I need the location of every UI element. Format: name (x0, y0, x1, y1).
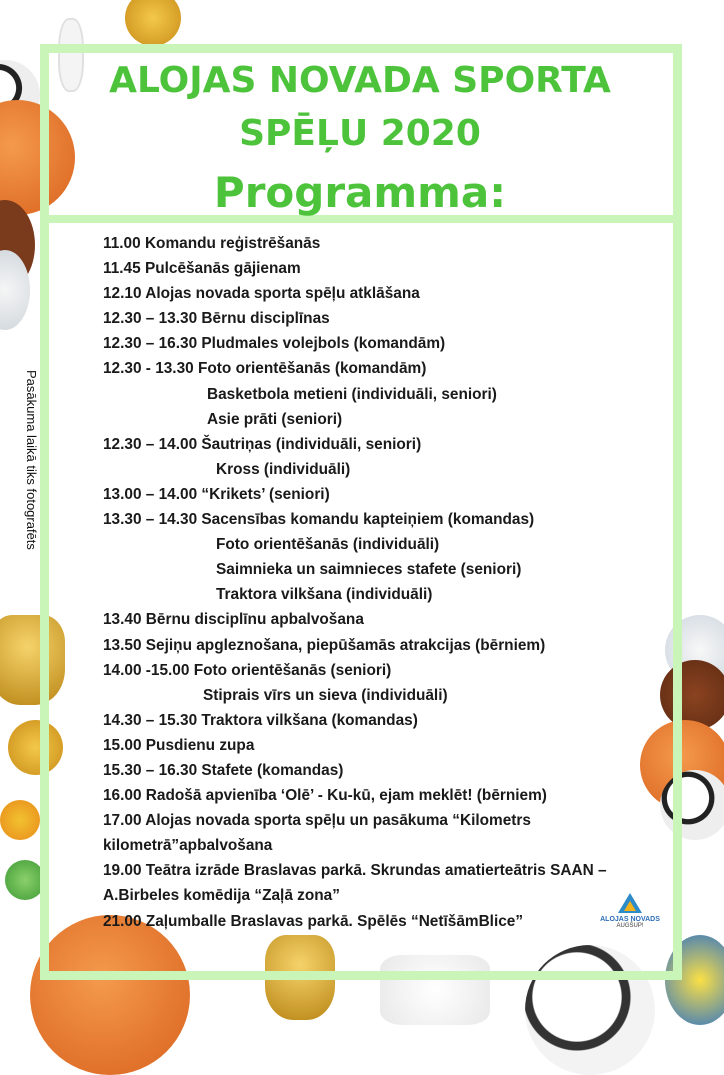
programme-item: 14.30 – 15.30 Traktora vilkšana (komandas) (103, 711, 418, 729)
programme-item: Traktora vilkšana (individuāli) (216, 586, 433, 604)
programme-item: kilometrā”apbalvošana (103, 837, 273, 855)
title-line-1: ALOJAS NOVADA SPORTA (109, 60, 611, 101)
programme-item: 16.00 Radošā apvienība ‘Olē’ - Ku-kū, ejam meklēt! (bērniem) (103, 787, 547, 805)
mountain-logo-icon (618, 893, 642, 913)
programme-item: 17.00 Alojas novada sporta spēļu un pasākuma “Kilometrs (103, 812, 531, 830)
programme-item: 12.30 – 14.00 Šautriņas (individuāli, seniori) (103, 435, 422, 453)
programme-item: A.Birbeles komēdija “Zaļā zona” (103, 887, 340, 905)
programme-item: 12.30 - 13.30 Foto orientēšanās (komandām) (103, 360, 427, 378)
logo-name: ALOJAS NOVADS (600, 916, 660, 923)
programme-item: 13.40 Bērnu disciplīnu apbalvošana (103, 611, 364, 629)
dart-icon-2 (5, 860, 45, 900)
logo-tagline: AUGŠUP! (616, 923, 644, 929)
programme-item: 13.00 – 14.00 “Krikets’ (seniori) (103, 485, 330, 503)
medal-icon (125, 0, 181, 46)
programme-item: 12.30 – 13.30 Bērnu disciplīnas (103, 310, 330, 328)
programme-item: Kross (individuāli) (216, 460, 351, 478)
title-line-2: SPĒĻU 2020 (239, 113, 481, 154)
programme-item: 12.10 Alojas novada sporta spēļu atklāšana (103, 285, 420, 303)
programme-item: 13.50 Sejiņu apgleznošana, piepūšamās atrakcijas (bērniem) (103, 636, 546, 654)
programme-item: Basketbola metieni (individuāli, seniori) (207, 385, 497, 403)
programme-item: 21.00 Zaļumballe Braslavas parkā. Spēlēs “NetīšāmBlice” (103, 912, 524, 930)
alojas-novads-logo (600, 893, 660, 929)
programme-item: 11.00 Komandu reģistrēšanās (103, 235, 321, 252)
programme-item: 15.00 Pusdienu zupa (103, 736, 255, 754)
programme-item: 19.00 Teātra izrāde Braslavas parkā. Skrundas amatierteātris SAAN – (103, 862, 607, 880)
programme-item: 12.30 – 16.30 Pludmales volejbols (komandām) (103, 335, 446, 353)
programme-item: 15.30 – 16.30 Stafete (komandas) (103, 761, 344, 779)
programme-item: Foto orientēšanās (individuāli) (216, 536, 440, 554)
programme-item: Saimnieka un saimnieces stafete (seniori) (216, 561, 522, 579)
programme-item: 11.45 Pulcēšanās gājienam (103, 260, 301, 278)
programme-item: Stiprais vīrs un sieva (individuāli) (203, 686, 448, 704)
photography-notice: Pasākuma laikā tiks fotografēts (24, 370, 39, 550)
programme-item: Asie prāti (seniori) (207, 410, 343, 428)
programme-list (103, 231, 663, 934)
programme-item: 13.30 – 14.30 Sacensības komandu kapteiņiem (komandas) (103, 511, 535, 529)
dart-icon (0, 800, 40, 840)
page-title: Programma: (213, 168, 507, 217)
programme-item: 14.00 -15.00 Foto orientēšanās (seniori) (103, 661, 392, 679)
